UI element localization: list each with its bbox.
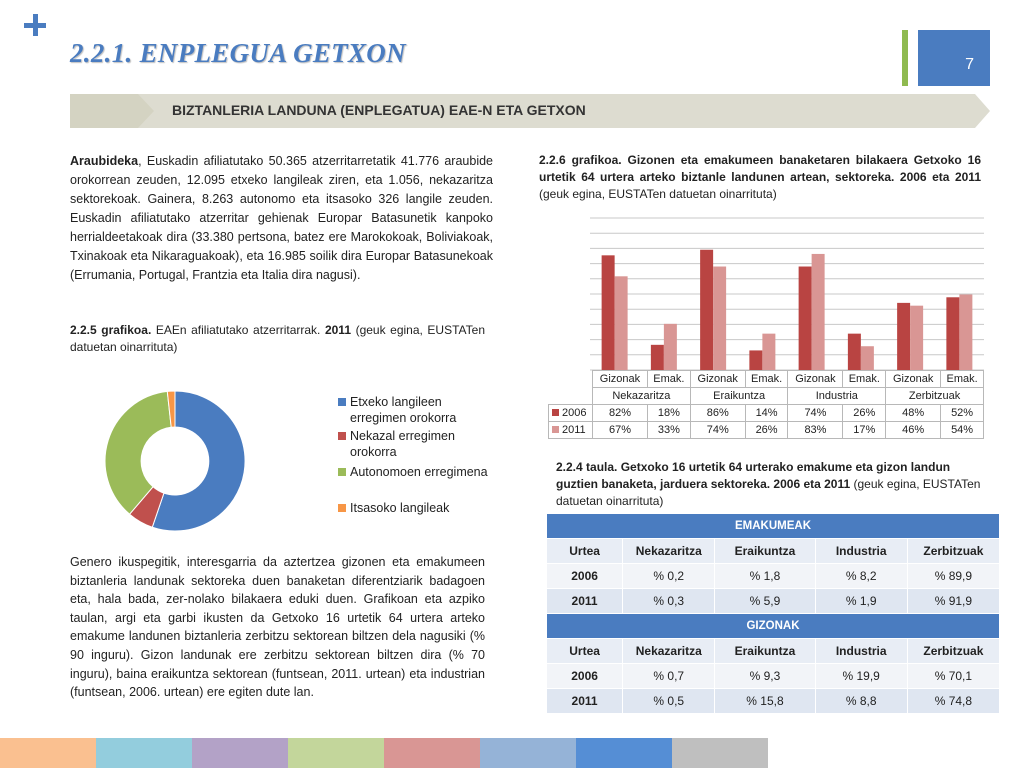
chart-data-label: 46%: [886, 422, 941, 439]
footer-segment: [384, 738, 480, 768]
chart-data-label: 48%: [886, 405, 941, 422]
page-number: 7: [965, 56, 974, 73]
legend-swatch: [338, 398, 346, 406]
chart-group-label: Eraikuntza: [690, 388, 788, 405]
column-header: Zerbitzuak: [907, 539, 999, 564]
bar-2006-1: [651, 345, 664, 370]
chart-data-label: 52%: [941, 405, 984, 422]
sector-table: [546, 513, 1000, 714]
table-row: [547, 564, 1000, 589]
accent-bar: [902, 30, 908, 86]
sector-table-caption-rest: (geuk egina, EUSTATen datuetan oinarrituta): [556, 477, 981, 508]
bar-2011-1: [664, 324, 677, 370]
column-header: Nekazaritza: [623, 639, 715, 664]
intro-text: , Euskadin afiliatutako 50.365 atzerritarretatik 41.776 araubide orokorrean zeuden, 12.095 etxeko langileak ziren, eta 1.056, nekazaritza sektorekoak. Gainera, 8.263 autonomo eta itsasoko 326 langile zeuden. Euskadin afiliatutako atzerritar gehienak Europar Batasunetik kanpoko herrialdeetakoak dira (33.380 pertsona, batez ere Marokokoak, Boliviakoak, Txinakoak eta Nikaraguakoak), eta 16.985 soilik dira Europar Batasunekoak (Errumania, Portugal, Frantzia eta Italia dira nagusi).: [70, 154, 493, 282]
donut-caption-mid: EAEn afiliatutako atzerritarrak.: [151, 323, 325, 337]
chart-category-label: Emak.: [843, 371, 886, 388]
column-header: Urtea: [547, 539, 623, 564]
footer-segment: [96, 738, 192, 768]
table-cell: 2006: [547, 564, 623, 589]
chart-data-label: 67%: [593, 422, 648, 439]
column-header: Urtea: [547, 639, 623, 664]
plus-icon: [24, 14, 48, 38]
bar-chart: [590, 214, 984, 374]
table-cell: % 8,8: [815, 689, 907, 714]
chart-group-label: Zerbitzuak: [886, 388, 984, 405]
legend-label: Etxeko langileen erregimen orokorra: [350, 395, 457, 425]
table-cell: % 74,8: [907, 689, 999, 714]
bar-2006-5: [848, 334, 861, 370]
chart-category-label: Emak.: [647, 371, 690, 388]
table-cell: 2011: [547, 589, 623, 614]
chart-data-label: 17%: [843, 422, 886, 439]
footer-segment: [288, 738, 384, 768]
chart-data-label: 86%: [690, 405, 745, 422]
bar-chart-caption-rest: (geuk egina, EUSTATen datuetan oinarrituta): [539, 187, 777, 201]
intro-paragraph: [70, 152, 493, 285]
page-number-box: [918, 30, 990, 86]
table-cell: % 15,8: [715, 689, 815, 714]
legend-swatch: [338, 432, 346, 440]
series-label: 2006: [562, 407, 587, 419]
chart-group-label: Industria: [788, 388, 886, 405]
chart-data-label: 26%: [843, 405, 886, 422]
chart-series-name: [549, 405, 593, 422]
legend-swatch: [338, 504, 346, 512]
chart-data-label: 33%: [647, 422, 690, 439]
legend-label: Autonomoen erregimena: [350, 465, 488, 479]
chart-category-label: Gizonak: [788, 371, 843, 388]
bar-2006-7: [946, 297, 959, 370]
section-banner-text: BIZTANLERIA LANDUNA (ENPLEGATUA) EAE-N ETA GETXON: [172, 102, 586, 118]
donut-caption-year: 2011: [324, 323, 351, 337]
donut-caption-bold: 2.2.5 grafikoa.: [70, 323, 152, 337]
chart-data-label: 74%: [690, 422, 745, 439]
bar-2011-2: [713, 267, 726, 370]
chart-data-label: 82%: [593, 405, 648, 422]
column-header: Industria: [815, 639, 907, 664]
chart-data-label: 18%: [647, 405, 690, 422]
series-swatch: [552, 426, 559, 433]
footer-segment: [672, 738, 768, 768]
bar-2006-3: [749, 350, 762, 370]
table-cell: % 91,9: [907, 589, 999, 614]
legend-label: Nekazal erregimen orokorra: [350, 429, 455, 459]
footer-segment: [192, 738, 288, 768]
chart-data-label: 83%: [788, 422, 843, 439]
sector-table-caption: [556, 459, 986, 510]
bar-2011-4: [812, 254, 825, 370]
bar-2006-4: [799, 267, 812, 370]
bar-2011-6: [910, 306, 923, 370]
chart-category-label: Emak.: [745, 371, 788, 388]
table-cell: % 9,3: [715, 664, 815, 689]
chart-group-label: Nekazaritza: [593, 388, 691, 405]
bar-2006-6: [897, 303, 910, 370]
chart-category-label: Gizonak: [593, 371, 648, 388]
column-header: Industria: [815, 539, 907, 564]
footer-segment: [0, 738, 96, 768]
page-title: 2.2.1. ENPLEGUA GETXON: [70, 38, 406, 68]
footer-segment: [480, 738, 576, 768]
series-swatch: [552, 409, 559, 416]
donut-caption-rest: (geuk egina, EUSTATen datuetan oinarrituta): [70, 323, 485, 354]
table-cell: % 0,2: [623, 564, 715, 589]
table-cell: % 0,3: [623, 589, 715, 614]
table-cell: % 5,9: [715, 589, 815, 614]
legend-label: Itsasoko langileak: [350, 501, 450, 515]
donut-caption: [70, 322, 485, 356]
column-header: Eraikuntza: [715, 539, 815, 564]
chart-data-label: 74%: [788, 405, 843, 422]
chart-data-label: 54%: [941, 422, 984, 439]
bar-2006-0: [602, 255, 615, 370]
chart-category-label: Gizonak: [886, 371, 941, 388]
intro-bold: Araubideka: [70, 154, 139, 168]
chart-data-label: 14%: [745, 405, 788, 422]
bar-chart-caption-bold: 2.2.6 grafikoa. Gizonen eta emakumeen banaketaren bilakaera Getxoko 16 urtetik 64 urtera arteko biztanle landunen artean, sektoreka. 2006 eta 2011: [539, 153, 981, 184]
table-cell: % 19,9: [815, 664, 907, 689]
column-header: Zerbitzuak: [907, 639, 999, 664]
bar-2006-2: [700, 250, 713, 370]
table-row: [547, 664, 1000, 689]
bar-2011-5: [861, 346, 874, 370]
chart-category-label: Gizonak: [690, 371, 745, 388]
column-header: Eraikuntza: [715, 639, 815, 664]
table-row: [547, 589, 1000, 614]
bar-2011-7: [959, 294, 972, 370]
table-cell: 2006: [547, 664, 623, 689]
table-cell: % 8,2: [815, 564, 907, 589]
series-label: 2011: [562, 424, 586, 436]
closing-paragraph: Genero ikuspegitik, interesgarria da aztertzea gizonen eta emakumeen biztanleria landunak sektoreka duen banaketan diferentziarik badagoen eta, hala bada, zer-nolako bilakaera eduki duen. Grafikoan eta azpiko taulan, argi eta garbi ikusten da Getxoko 16 urtetik 64 urtera arteko emakume landunen biztanleria zerbitzu sektorean biltzen dela nagusiki (% 90 inguru). Gizon landunak ere zerbitzu sektorean biltzen dira (% 70 inguru), baina eraikuntza sektorean (funtsean, 2011. urtean) eta industrian (funtsean, 2006. urtean) ere egiten dute lan.: [70, 555, 485, 700]
bar-2011-3: [762, 334, 775, 370]
chart-category-label: Emak.: [941, 371, 984, 388]
column-header: Nekazaritza: [623, 539, 715, 564]
section-title-men: GIZONAK: [547, 614, 1000, 639]
bar-chart-data-table: [548, 370, 984, 439]
section-title-women: EMAKUMEAK: [547, 514, 1000, 539]
chart-data-label: 26%: [745, 422, 788, 439]
table-cell: % 1,9: [815, 589, 907, 614]
table-cell: % 0,7: [623, 664, 715, 689]
table-row: [547, 689, 1000, 714]
sector-table-caption-bold: 2.2.4 taula. Getxoko 16 urtetik 64 urterako emakume eta gizon landun guztien banaketa, jarduera sektoreka. 2006 eta 2011: [556, 460, 951, 491]
chart-series-name: [549, 422, 593, 439]
table-cell: % 89,9: [907, 564, 999, 589]
table-cell: % 0,5: [623, 689, 715, 714]
bar-2011-0: [615, 276, 628, 370]
table-cell: % 70,1: [907, 664, 999, 689]
donut-legend: [338, 390, 498, 520]
legend-swatch: [338, 468, 346, 476]
table-cell: % 1,8: [715, 564, 815, 589]
bar-chart-caption: [539, 152, 981, 203]
table-cell: 2011: [547, 689, 623, 714]
footer-segment: [576, 738, 672, 768]
donut-chart: [100, 386, 250, 536]
